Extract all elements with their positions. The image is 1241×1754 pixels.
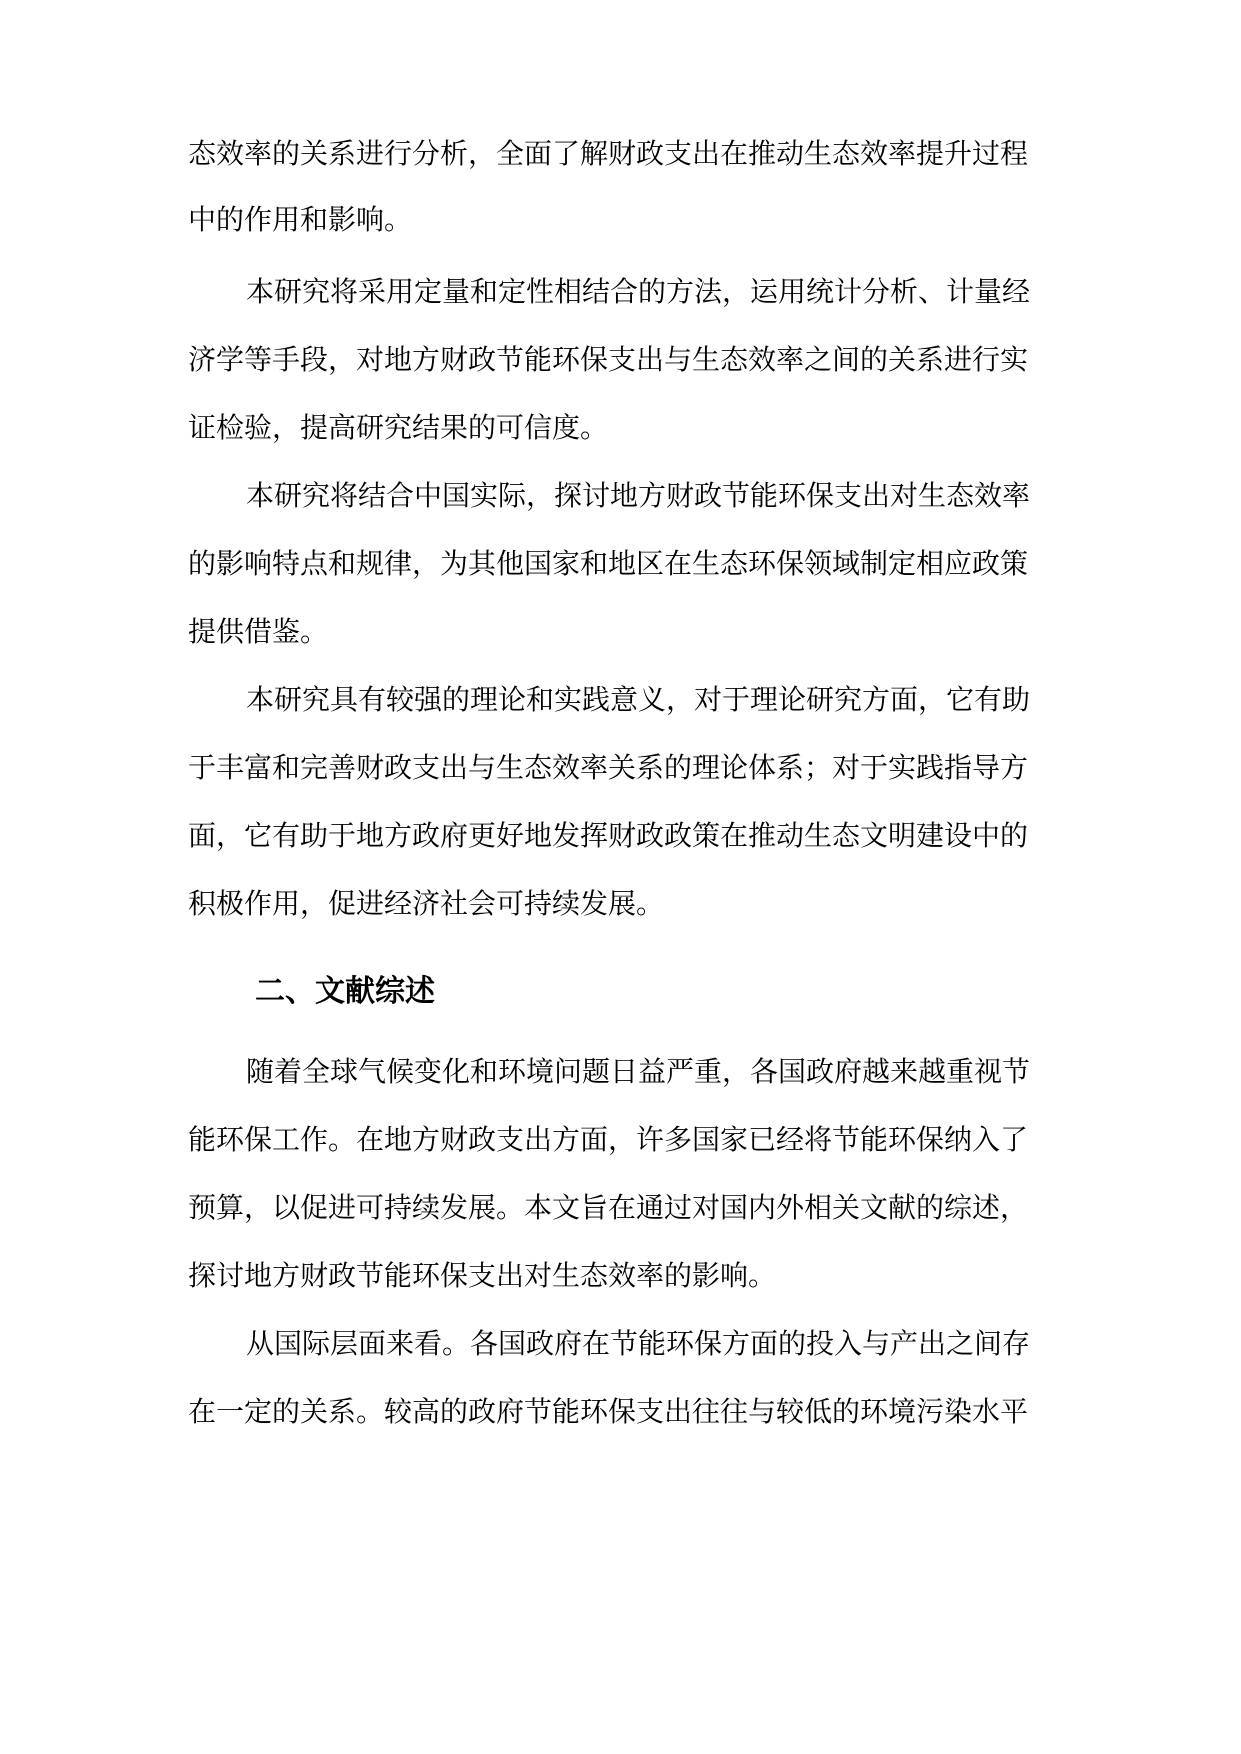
- body-text-line: 在一定的关系。较高的政府节能环保支出往往与较低的环境污染水平: [188, 1395, 1029, 1428]
- body-text-line: 于丰富和完善财政支出与生态效率关系的理论体系；对于实践指导方: [188, 751, 1029, 784]
- body-text-line: 提供借鉴。: [188, 615, 329, 648]
- body-text-line: 态效率的关系进行分析，全面了解财政支出在推动生态效率提升过程: [188, 137, 1029, 170]
- body-text-line: 本研究将结合中国实际，探讨地方财政节能环保支出对生态效率: [246, 479, 1031, 512]
- body-text-line: 中的作用和影响。: [188, 203, 413, 236]
- body-text-line: 本研究具有较强的理论和实践意义，对于理论研究方面，它有助: [246, 683, 1031, 716]
- body-text-line: 从国际层面来看。各国政府在节能环保方面的投入与产出之间存: [246, 1327, 1031, 1360]
- body-text-line: 济学等手段，对地方财政节能环保支出与生态效率之间的关系进行实: [188, 343, 1029, 376]
- body-text-line: 面，它有助于地方政府更好地发挥财政政策在推动生态文明建设中的: [188, 819, 1029, 852]
- body-text-line: 能环保工作。在地方财政支出方面，许多国家已经将节能环保纳入了: [188, 1123, 1029, 1156]
- body-text-line: 的影响特点和规律，为其他国家和地区在生态环保领域制定相应政策: [188, 547, 1029, 580]
- body-text-line: 证检验，提高研究结果的可信度。: [188, 411, 609, 444]
- body-text-line: 随着全球气候变化和环境问题日益严重，各国政府越来越重视节: [246, 1055, 1031, 1088]
- section-heading: 二、文献综述: [255, 974, 435, 1009]
- body-text-line: 探讨地方财政节能环保支出对生态效率的影响。: [188, 1259, 777, 1292]
- body-text-line: 预算，以促进可持续发展。本文旨在通过对国内外相关文献的综述，: [188, 1191, 1029, 1224]
- body-text-line: 本研究将采用定量和定性相结合的方法，运用统计分析、计量经: [246, 275, 1031, 308]
- body-text-line: 积极作用，促进经济社会可持续发展。: [188, 887, 665, 920]
